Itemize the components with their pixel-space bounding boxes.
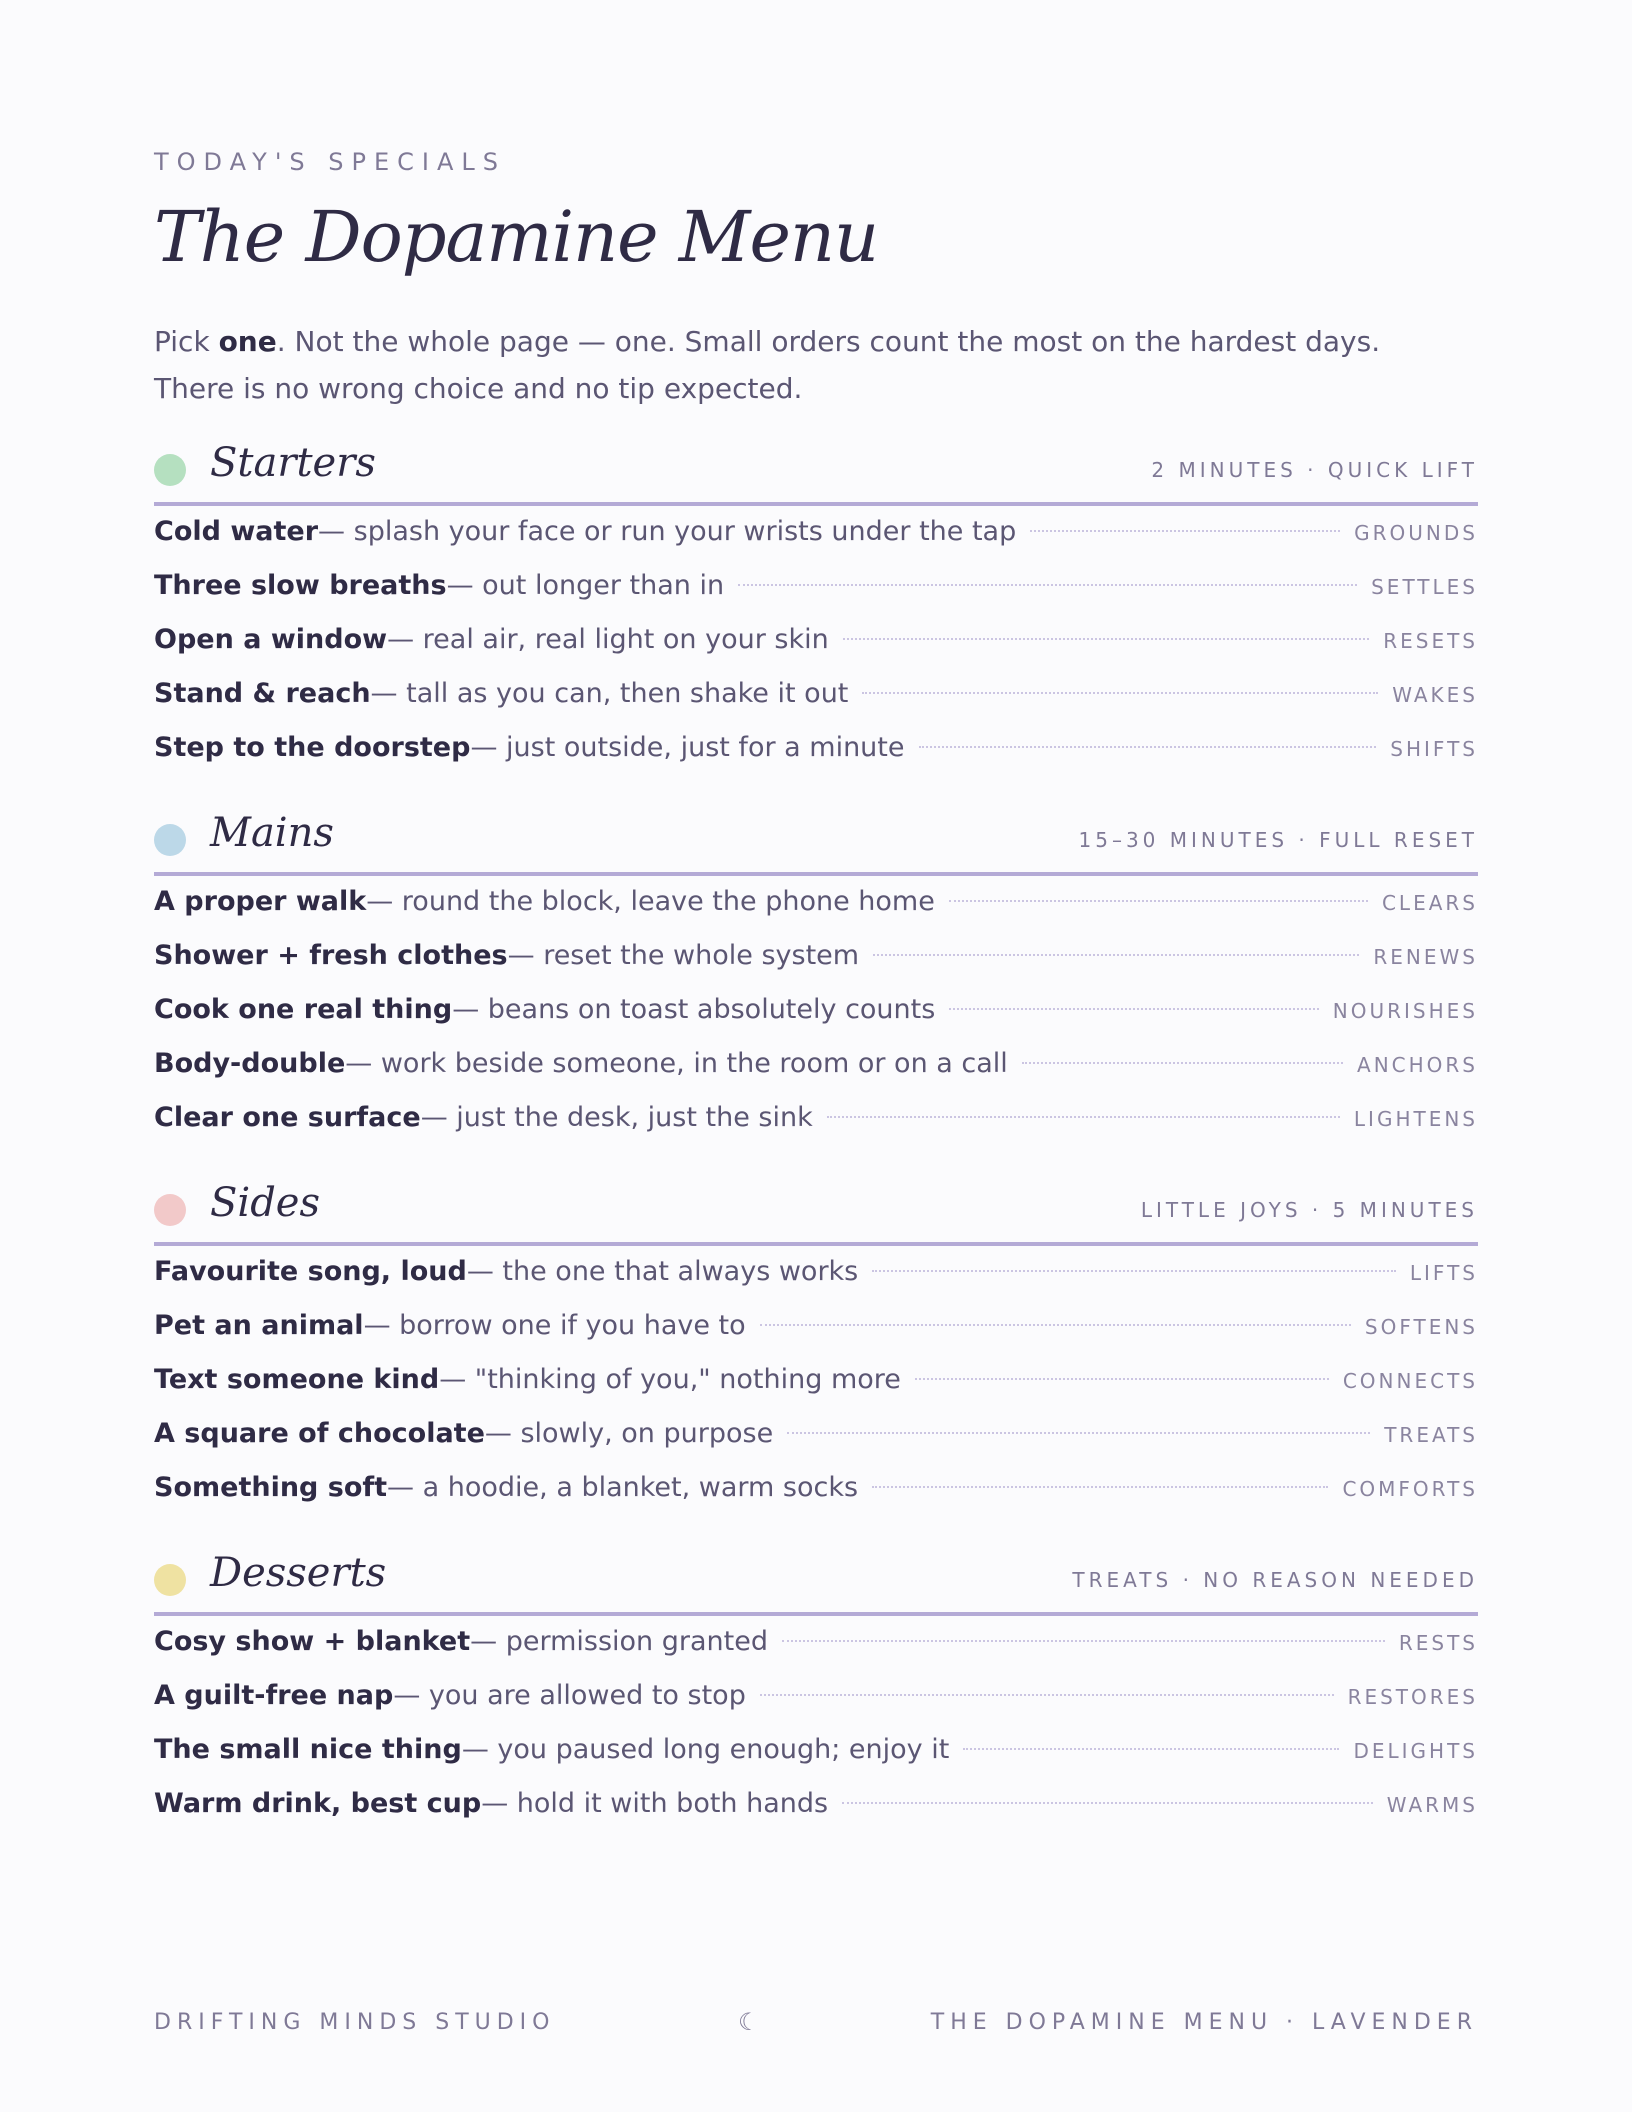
section-title: Desserts	[210, 1550, 387, 1596]
menu-item	[154, 678, 1478, 732]
section-dot-icon	[154, 1564, 186, 1596]
section-header	[154, 1180, 1478, 1246]
item-description: — reset the whole system	[507, 940, 860, 971]
item-description: — you are allowed to stop	[393, 1680, 746, 1711]
menu-item	[154, 1048, 1478, 1102]
dotted-leader	[862, 692, 1378, 694]
menu-item	[154, 570, 1478, 624]
section-header	[154, 440, 1478, 506]
item-name: Something soft	[154, 1472, 388, 1503]
dotted-leader	[872, 1270, 1396, 1272]
item-description: — a hoodie, a blanket, warm socks	[387, 1472, 859, 1503]
item-tag: SHIFTS	[1390, 737, 1478, 761]
item-name: A square of chocolate	[154, 1418, 485, 1449]
item-description: — "thinking of you," nothing more	[439, 1364, 901, 1395]
menu-item	[154, 624, 1478, 678]
item-tag: DELIGHTS	[1353, 1739, 1478, 1763]
menu-item	[154, 1788, 1478, 1842]
menu-section	[154, 1180, 1478, 1526]
menu-item	[154, 886, 1478, 940]
section-meta: TREATS · NO REASON NEEDED	[1072, 1568, 1478, 1592]
item-name: A proper walk	[154, 886, 367, 917]
item-description: — just the desk, just the sink	[420, 1102, 813, 1133]
intro-before: Pick	[154, 325, 219, 358]
footer-studio: DRIFTING MINDS STUDIO	[154, 2010, 556, 2035]
menu-item	[154, 1102, 1478, 1156]
section-items	[154, 516, 1478, 786]
item-tag: RESTORES	[1347, 1685, 1478, 1709]
item-name: Open a window	[154, 624, 388, 655]
item-name: Pet an animal	[154, 1310, 364, 1341]
menu-section	[154, 440, 1478, 786]
item-name: A guilt-free nap	[154, 1680, 394, 1711]
item-tag: SOFTENS	[1364, 1315, 1478, 1339]
dotted-leader	[738, 584, 1357, 586]
menu-item	[154, 516, 1478, 570]
item-description: — round the block, leave the phone home	[366, 886, 935, 917]
menu-item	[154, 1418, 1478, 1472]
item-description: — hold it with both hands	[481, 1788, 829, 1819]
intro-after: . Not the whole page — one. Small orders count the most on the hardest days. There is no wrong choice and no tip expected.	[154, 325, 1381, 405]
item-name: Cook one real thing	[154, 994, 453, 1025]
item-description: — tall as you can, then shake it out	[370, 678, 849, 709]
item-name: Stand & reach	[154, 678, 371, 709]
item-tag: LIGHTENS	[1353, 1107, 1478, 1131]
section-title: Mains	[210, 810, 334, 856]
item-name: Clear one surface	[154, 1102, 421, 1133]
dotted-leader	[782, 1640, 1385, 1642]
item-tag: ANCHORS	[1357, 1053, 1478, 1077]
section-meta: 2 MINUTES · QUICK LIFT	[1151, 458, 1478, 482]
menu-section	[154, 1550, 1478, 1842]
section-items	[154, 1626, 1478, 1842]
menu-item	[154, 1256, 1478, 1310]
item-description: — real air, real light on your skin	[387, 624, 829, 655]
item-tag: WARMS	[1386, 1793, 1478, 1817]
dotted-leader	[963, 1748, 1339, 1750]
item-name: Warm drink, best cup	[154, 1788, 482, 1819]
footer	[154, 2010, 1478, 2040]
intro-bold: one	[218, 325, 277, 358]
item-description: — beans on toast absolutely counts	[452, 994, 936, 1025]
footer-title: THE DOPAMINE MENU · LAVENDER	[930, 2010, 1478, 2035]
dotted-leader	[827, 1116, 1340, 1118]
item-description: — out longer than in	[446, 570, 725, 601]
menu-item	[154, 994, 1478, 1048]
menu-item	[154, 1626, 1478, 1680]
item-name: Three slow breaths	[154, 570, 447, 601]
item-description: — borrow one if you have to	[363, 1310, 746, 1341]
section-title: Starters	[210, 440, 376, 486]
dotted-leader	[760, 1694, 1334, 1696]
item-description: — splash your face or run your wrists under the tap	[318, 516, 1017, 547]
section-dot-icon	[154, 824, 186, 856]
item-description: — work beside someone, in the room or on a call	[345, 1048, 1008, 1079]
dotted-leader	[760, 1324, 1351, 1326]
section-items	[154, 886, 1478, 1156]
dotted-leader	[1030, 530, 1340, 532]
item-tag: NOURISHES	[1332, 999, 1478, 1023]
section-meta: LITTLE JOYS · 5 MINUTES	[1140, 1198, 1478, 1222]
menu-item	[154, 1310, 1478, 1364]
dotted-leader	[915, 1378, 1329, 1380]
item-tag: CONNECTS	[1342, 1369, 1478, 1393]
item-tag: LIFTS	[1409, 1261, 1478, 1285]
section-items	[154, 1256, 1478, 1526]
dotted-leader	[949, 1008, 1318, 1010]
item-name: Cold water	[154, 516, 319, 547]
menu-item	[154, 940, 1478, 994]
item-description: — permission granted	[470, 1626, 768, 1657]
section-title: Sides	[210, 1180, 320, 1226]
menu-item	[154, 1680, 1478, 1734]
item-description: — the one that always works	[466, 1256, 859, 1287]
item-tag: SETTLES	[1371, 575, 1478, 599]
dotted-leader	[1022, 1062, 1343, 1064]
moon-icon: ☾	[738, 2008, 760, 2036]
item-name: Shower + fresh clothes	[154, 940, 508, 971]
item-tag: RESTS	[1398, 1631, 1478, 1655]
dotted-leader	[873, 954, 1359, 956]
item-description: — just outside, just for a minute	[470, 732, 905, 763]
menu-item	[154, 1734, 1478, 1788]
item-description: — slowly, on purpose	[484, 1418, 774, 1449]
dotted-leader	[787, 1432, 1370, 1434]
item-tag: TREATS	[1384, 1423, 1478, 1447]
dotted-leader	[949, 900, 1368, 902]
eyebrow-label: TODAY'S SPECIALS	[154, 148, 507, 176]
item-tag: WAKES	[1392, 683, 1478, 707]
item-tag: RENEWS	[1373, 945, 1478, 969]
menu-item	[154, 732, 1478, 786]
item-name: Body-double	[154, 1048, 346, 1079]
item-tag: RESETS	[1383, 629, 1478, 653]
menu-item	[154, 1364, 1478, 1418]
dotted-leader	[872, 1486, 1328, 1488]
dotted-leader	[843, 638, 1370, 640]
item-name: Step to the doorstep	[154, 732, 471, 763]
item-name: The small nice thing	[154, 1734, 462, 1765]
section-header	[154, 1550, 1478, 1616]
menu-section	[154, 810, 1478, 1156]
section-header	[154, 810, 1478, 876]
intro-text	[154, 318, 1394, 412]
dotted-leader	[842, 1802, 1373, 1804]
item-name: Cosy show + blanket	[154, 1626, 471, 1657]
item-tag: CLEARS	[1381, 891, 1478, 915]
item-name: Favourite song, loud	[154, 1256, 467, 1287]
item-name: Text someone kind	[154, 1364, 440, 1395]
page-title: The Dopamine Menu	[154, 196, 879, 278]
section-dot-icon	[154, 1194, 186, 1226]
dotted-leader	[919, 746, 1377, 748]
section-dot-icon	[154, 454, 186, 486]
menu-item	[154, 1472, 1478, 1526]
item-tag: GROUNDS	[1354, 521, 1478, 545]
item-tag: COMFORTS	[1342, 1477, 1478, 1501]
section-meta: 15–30 MINUTES · FULL RESET	[1078, 828, 1478, 852]
item-description: — you paused long enough; enjoy it	[461, 1734, 950, 1765]
